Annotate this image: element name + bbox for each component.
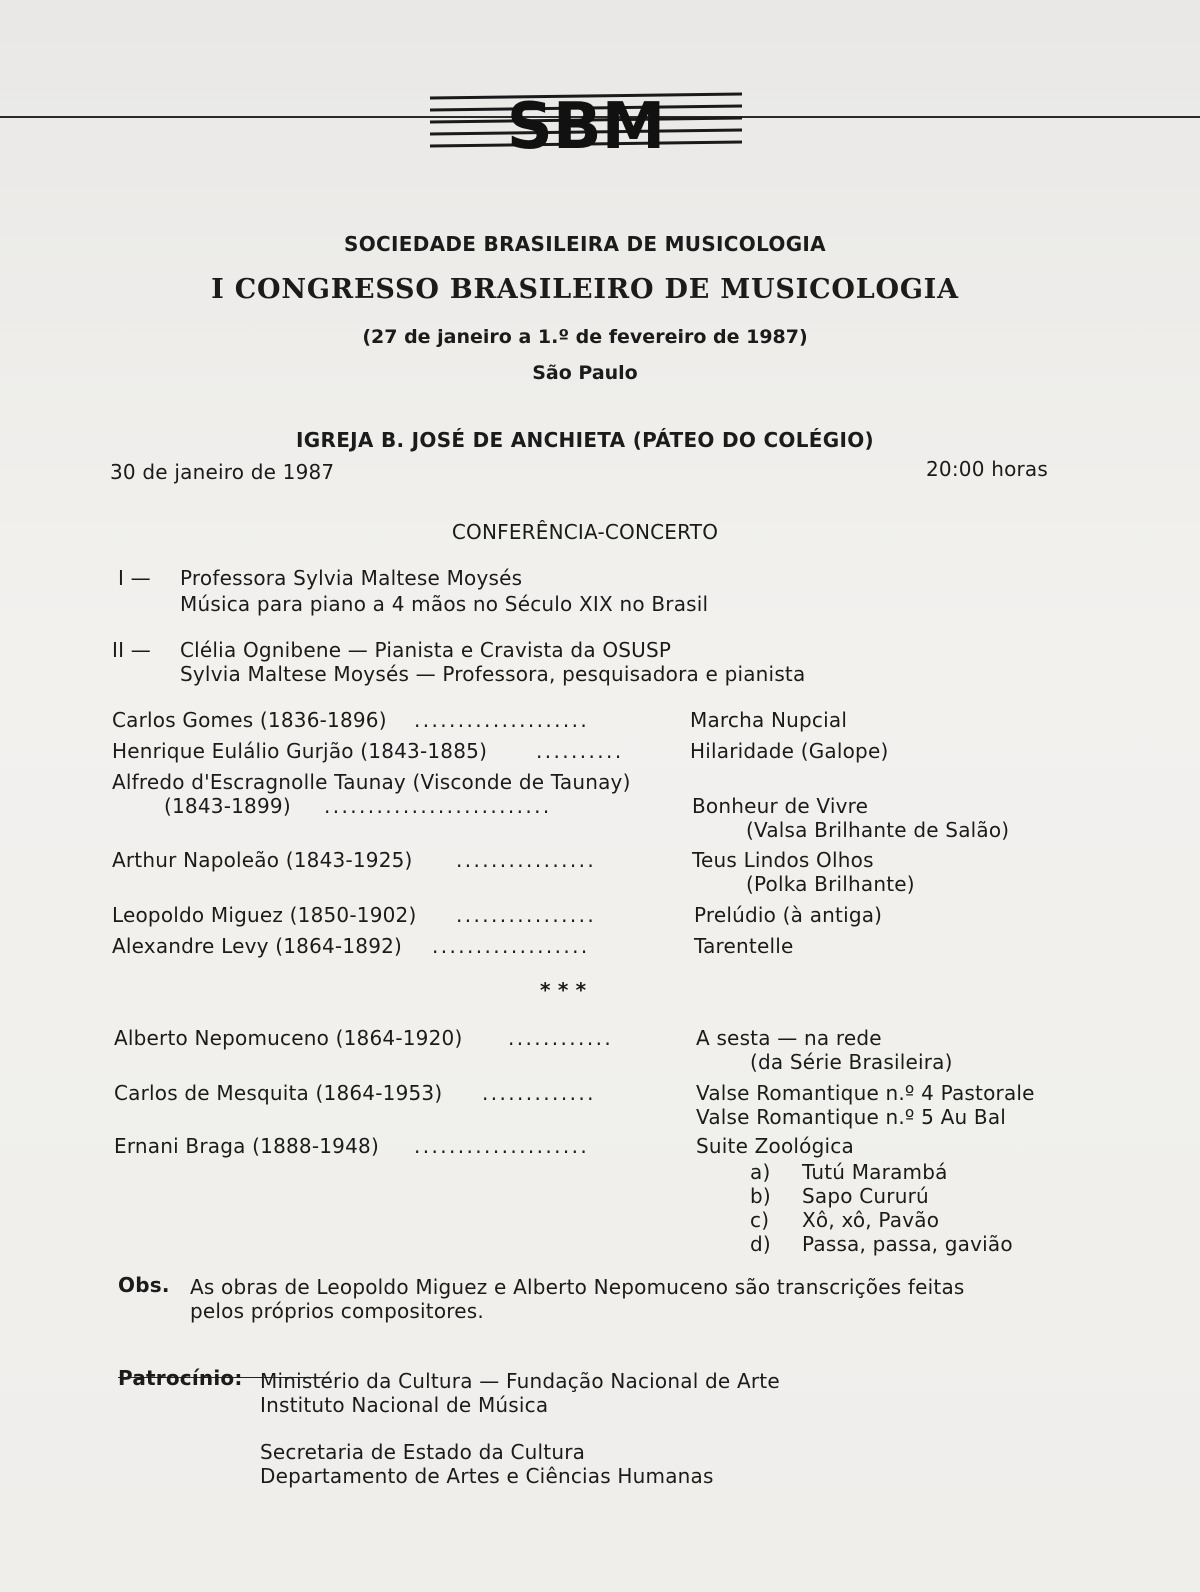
sponsor-line: Secretaria de Estado da Cultura: [260, 1440, 586, 1464]
leader-dots: ................: [456, 903, 597, 927]
movement-letter: c): [750, 1208, 770, 1232]
event-title: CONFERÊNCIA-CONCERTO: [451, 520, 719, 544]
leader-dots: ............: [508, 1026, 614, 1050]
composer: Ernani Braga (1888-1948): [114, 1134, 379, 1158]
event-date: 30 de janeiro de 1987: [110, 460, 335, 484]
work-title: A sesta — na rede: [696, 1026, 882, 1050]
work-title: Teus Lindos Olhos: [692, 848, 874, 872]
event-time: 20:00 horas: [926, 457, 1049, 481]
composer: Alexandre Levy (1864-1892): [112, 934, 403, 958]
section-divider-stars: * * *: [540, 978, 587, 1002]
composer: Henrique Eulálio Gurjão (1843-1885): [112, 739, 488, 763]
work-title: Prelúdio (à antiga): [694, 903, 883, 927]
leader-dots: ..........................: [324, 794, 552, 818]
work-subtitle: (da Série Brasileira): [750, 1050, 953, 1074]
part-line: Música para piano a 4 mãos no Século XIX no Brasil: [180, 592, 709, 616]
part-line: Sylvia Maltese Moysés — Professora, pesquisadora e pianista: [180, 662, 806, 686]
obs-label: Obs.: [118, 1273, 170, 1297]
sponsor-line: Ministério da Cultura — Fundação Nacional de Arte: [260, 1369, 780, 1393]
leader-dots: ..................: [432, 934, 590, 958]
movement-letter: a): [750, 1160, 771, 1184]
leader-dots: ....................: [414, 708, 590, 732]
sbm-logo: [430, 86, 742, 166]
composer: Alfredo d'Escragnolle Taunay (Visconde de Taunay): [112, 770, 631, 794]
work-title: Suite Zoológica: [696, 1134, 854, 1158]
work-title: Hilaridade (Galope): [690, 739, 889, 763]
part-line: Professora Sylvia Maltese Moysés: [180, 566, 523, 590]
sponsor-label: Patrocínio:: [118, 1366, 243, 1390]
part-numeral: II —: [112, 638, 151, 662]
congress-title: I CONGRESSO BRASILEIRO DE MUSICOLOGIA: [211, 274, 959, 305]
work-subtitle: (Polka Brilhante): [746, 872, 915, 896]
work-title: Bonheur de Vivre: [692, 794, 869, 818]
obs-text: pelos próprios compositores.: [190, 1299, 484, 1323]
congress-dates: (27 de janeiro a 1.º de fevereiro de 1987): [362, 326, 808, 348]
venue: IGREJA B. JOSÉ DE ANCHIETA (PÁTEO DO COLÉGIO): [296, 428, 874, 452]
part-line: Clélia Ognibene — Pianista e Cravista da OSUSP: [180, 638, 672, 662]
leader-dots: .............: [482, 1081, 596, 1105]
movement-title: Sapo Cururú: [802, 1184, 929, 1208]
sponsor-line: Departamento de Artes e Ciências Humanas: [260, 1464, 714, 1488]
leader-dots: ..........: [536, 739, 624, 763]
work-title: Marcha Nupcial: [690, 708, 848, 732]
work-title: Tarentelle: [694, 934, 794, 958]
composer: Arthur Napoleão (1843-1925): [112, 848, 413, 872]
society-name: SOCIEDADE BRASILEIRA DE MUSICOLOGIA: [344, 232, 826, 256]
movement-letter: b): [750, 1184, 771, 1208]
work-title: Valse Romantique n.º 4 Pastorale: [696, 1081, 1035, 1105]
movement-letter: d): [750, 1232, 771, 1256]
sponsor-line: Instituto Nacional de Música: [260, 1393, 549, 1417]
work-subtitle: (Valsa Brilhante de Salão): [746, 818, 1010, 842]
composer: Carlos de Mesquita (1864-1953): [114, 1081, 443, 1105]
congress-city: São Paulo: [532, 362, 638, 384]
composer: Carlos Gomes (1836-1896): [112, 708, 387, 732]
movement-title: Passa, passa, gavião: [802, 1232, 1013, 1256]
part-numeral: I —: [118, 566, 151, 590]
movement-title: Xô, xô, Pavão: [802, 1208, 940, 1232]
logo-text: SBM: [506, 90, 666, 164]
obs-text: As obras de Leopoldo Miguez e Alberto Nepomuceno são transcrições feitas: [190, 1275, 965, 1299]
movement-title: Tutú Marambá: [802, 1160, 948, 1184]
composer: Alberto Nepomuceno (1864-1920): [114, 1026, 463, 1050]
leader-dots: ................: [456, 848, 597, 872]
leader-dots: ....................: [414, 1134, 590, 1158]
work-title: Valse Romantique n.º 5 Au Bal: [696, 1105, 1007, 1129]
composer: Leopoldo Miguez (1850-1902): [112, 903, 417, 927]
composer-years: (1843-1899): [164, 794, 291, 818]
